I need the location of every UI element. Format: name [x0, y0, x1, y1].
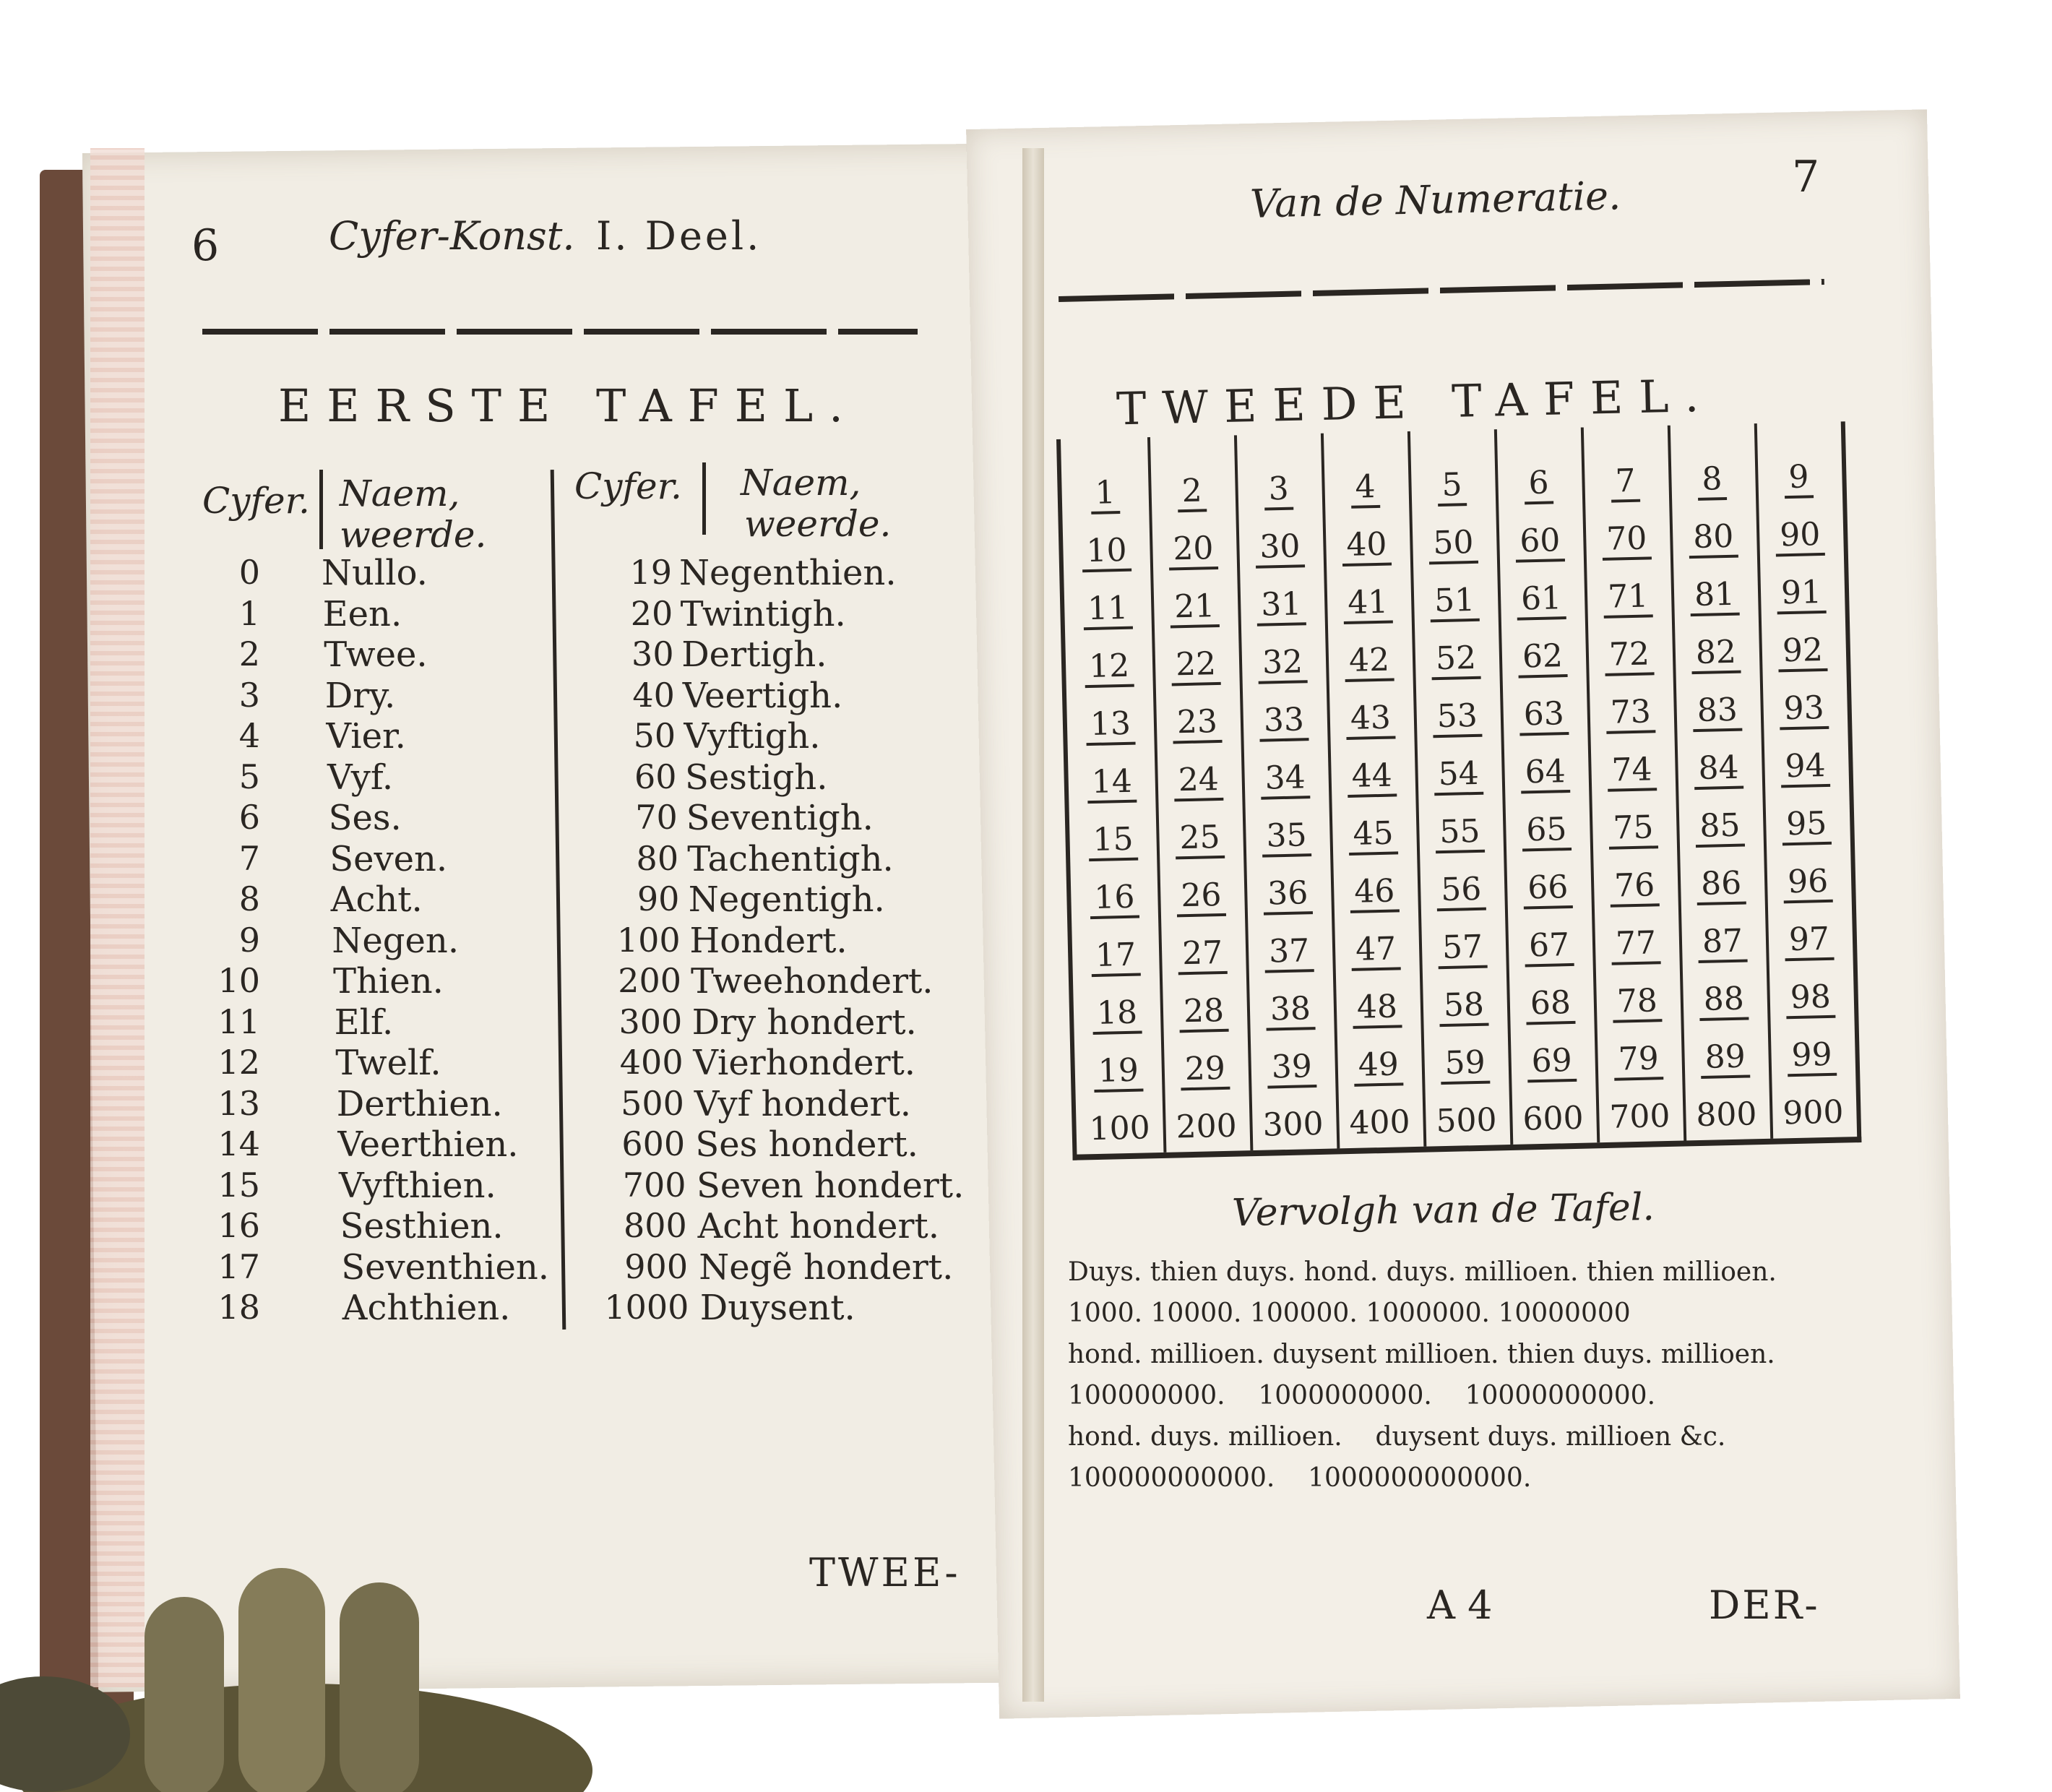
col2-header-cyfer: Cyfer. — [574, 465, 682, 507]
eerste-tafel-name: Dry. — [324, 675, 396, 716]
tweede-tafel-cell: 71 — [1585, 577, 1672, 616]
tweede-tafel-cell: 33 — [1240, 701, 1327, 740]
tweede-tafel-cell: 50 — [1410, 523, 1497, 562]
tweede-tafel-cell: 48 — [1333, 988, 1421, 1027]
eerste-tafel-name: Seven. — [329, 838, 448, 879]
tweede-tafel-cell: 78 — [1593, 982, 1681, 1021]
tweede-tafel-cell: 75 — [1590, 809, 1677, 848]
eerste-tafel-number: 16 — [217, 1206, 260, 1245]
tweede-tafel-cell: 28 — [1160, 991, 1247, 1030]
tweede-tafel-cell: 74 — [1588, 751, 1676, 790]
tweede-tafel-column — [1754, 421, 1857, 1138]
right-page-number: 7 — [1792, 152, 1820, 202]
tweede-tafel-cell: 22 — [1152, 645, 1240, 684]
eerste-tafel-number: 15 — [217, 1165, 260, 1205]
tweede-tafel-cell: 38 — [1246, 989, 1334, 1028]
continuation-line: hond. millioen. duysent millioen. thien duys. millioen. — [1068, 1340, 1775, 1369]
tweede-tafel-cell: 34 — [1241, 759, 1329, 798]
header-divider-1 — [319, 470, 323, 549]
tweede-tafel-cell: 66 — [1504, 868, 1592, 907]
eerste-tafel-number: 1000 — [604, 1288, 689, 1327]
tweede-tafel-cell: 21 — [1151, 587, 1238, 626]
eerste-tafel-name: Seven hondert. — [697, 1165, 965, 1206]
tweede-tafel-cell: 25 — [1156, 818, 1243, 857]
eerste-tafel-name: Vyftigh. — [684, 716, 821, 757]
tweede-tafel-cell: 56 — [1418, 870, 1505, 909]
left-table-title: EERSTE TAFEL. — [278, 379, 859, 432]
tweede-tafel-cell: 41 — [1324, 583, 1412, 622]
tweede-tafel-cell: 88 — [1680, 980, 1767, 1019]
tweede-tafel-cell: 7 — [1582, 462, 1669, 501]
left-part-label: I. Deel. — [596, 213, 762, 259]
tweede-tafel-cell: 82 — [1672, 633, 1759, 672]
eerste-tafel-number: 7 — [238, 838, 260, 878]
eerste-tafel-number: 20 — [630, 593, 673, 633]
eerste-tafel-name: Twelf. — [335, 1043, 441, 1083]
continuation-caption: Vervolgh van de Tafel. — [1231, 1185, 1655, 1236]
eerste-tafel-number: 18 — [217, 1288, 260, 1327]
eerste-tafel-name: Achthien. — [342, 1288, 511, 1328]
tweede-tafel-cell: 52 — [1412, 639, 1499, 678]
tweede-tafel-cell: 67 — [1505, 926, 1592, 965]
tweede-tafel-cell: 65 — [1503, 810, 1590, 849]
tweede-tafel-cell: 62 — [1499, 637, 1586, 676]
col2-header-naem: Naem, — [741, 462, 861, 504]
tweede-tafel-cell: 6 — [1495, 464, 1582, 503]
tweede-tafel-cell: 11 — [1064, 589, 1152, 628]
tweede-tafel-cell: 97 — [1765, 920, 1853, 959]
tweede-tafel-cell: 94 — [1762, 746, 1849, 785]
eerste-tafel-number: 6 — [238, 798, 260, 837]
eerste-tafel-name: Twee. — [324, 634, 428, 675]
eerste-tafel-name: Ses. — [328, 798, 402, 838]
tweede-tafel-cell: 17 — [1072, 936, 1160, 975]
tweede-tafel-cell: 800 — [1695, 1095, 1757, 1134]
tweede-tafel-cell: 77 — [1592, 924, 1679, 963]
col2-header-weerde: weerde. — [744, 503, 892, 545]
tweede-tafel-cell: 24 — [1155, 760, 1242, 799]
continuation-line: 100000000. 1000000000. 10000000000. — [1068, 1381, 1656, 1410]
col-header-naem: Naem, — [340, 473, 460, 514]
eerste-tafel-name: Negenthien. — [679, 553, 897, 593]
eerste-tafel-name: Negentigh. — [688, 879, 885, 920]
book-gutter — [1022, 148, 1044, 1702]
continuation-line: 1000. 10000. 100000. 1000000. 10000000 — [1068, 1298, 1631, 1328]
eerste-tafel-number: 14 — [217, 1124, 260, 1163]
tweede-tafel-cell: 20 — [1150, 529, 1237, 568]
tweede-tafel-cell: 92 — [1759, 631, 1846, 670]
tweede-tafel-cell: 8 — [1668, 460, 1756, 499]
eerste-tafel-number: 30 — [631, 634, 674, 673]
eerste-tafel-number: 200 — [618, 961, 681, 1000]
tweede-tafel-cell: 91 — [1758, 573, 1845, 612]
tweede-tafel-cell: 93 — [1760, 689, 1848, 728]
tweede-tafel-cell: 85 — [1676, 806, 1764, 845]
tweede-tafel-cell: 72 — [1585, 635, 1673, 674]
tweede-tafel-cell: 45 — [1329, 814, 1417, 853]
eerste-tafel-name: Seventhien. — [341, 1246, 550, 1288]
tweede-tafel-cell: 54 — [1415, 754, 1502, 793]
tweede-tafel-cell: 36 — [1244, 874, 1332, 913]
signature-mark: A 4 — [1427, 1582, 1493, 1628]
tweede-tafel-cell: 47 — [1332, 930, 1420, 969]
right-table-title: TWEEDE TAFEL. — [1116, 369, 1715, 436]
eerste-tafel-name: Tachentigh. — [687, 838, 894, 879]
header-divider-2 — [702, 462, 706, 535]
tweede-tafel-cell: 87 — [1678, 922, 1766, 961]
tweede-tafel-cell: 83 — [1673, 691, 1761, 730]
tweede-tafel-cell: 35 — [1243, 817, 1330, 856]
tweede-tafel-cell: 12 — [1066, 647, 1153, 686]
tweede-tafel-cell: 5 — [1408, 465, 1496, 504]
eerste-tafel-number: 4 — [238, 716, 260, 755]
tweede-tafel-cell: 95 — [1763, 804, 1850, 843]
continuation-line: Duys. thien duys. hond. duys. millioen. thien millioen. — [1068, 1257, 1777, 1287]
eerste-tafel-number: 19 — [629, 553, 672, 592]
eerste-tafel-name: Negẽ hondert. — [699, 1246, 954, 1288]
eerste-tafel-name: Hondert. — [689, 920, 848, 961]
tweede-tafel-cell: 43 — [1327, 699, 1414, 738]
tweede-tafel-cell: 99 — [1768, 1035, 1855, 1074]
tweede-tafel-cell: 13 — [1066, 705, 1154, 744]
eerste-tafel-number: 11 — [217, 1001, 260, 1041]
eerste-tafel-number: 3 — [238, 675, 260, 715]
tweede-tafel-cell: 84 — [1675, 749, 1762, 788]
eerste-tafel-number: 60 — [634, 757, 677, 796]
tweede-tafel-cell: 73 — [1587, 693, 1674, 732]
eerste-tafel-name: Vierhondert. — [693, 1043, 916, 1083]
eerste-tafel-name: Nullo. — [322, 553, 428, 593]
eerste-tafel-name: Tweehondert. — [691, 961, 934, 1001]
right-running-head: Van de Numeratie. — [1249, 173, 1621, 227]
left-catchword: TWEE- — [809, 1550, 961, 1595]
eerste-tafel-name: Veerthien. — [337, 1124, 519, 1165]
eerste-tafel-number: 10 — [217, 961, 260, 1000]
tweede-tafel-grid — [1056, 421, 1861, 1160]
tweede-tafel-cell: 2 — [1148, 471, 1236, 510]
eerste-tafel-name: Dertigh. — [681, 634, 827, 675]
tweede-tafel-cell: 40 — [1323, 525, 1410, 564]
eerste-tafel-number: 900 — [624, 1246, 689, 1286]
tweede-tafel-cell: 10 — [1063, 531, 1150, 570]
eerste-tafel-number: 400 — [619, 1043, 684, 1082]
tweede-tafel-cell: 79 — [1595, 1040, 1682, 1079]
continuation-line: 100000000000. 1000000000000. — [1068, 1463, 1532, 1493]
tweede-tafel-cell: 32 — [1239, 643, 1327, 682]
eerste-tafel-number: 500 — [621, 1083, 684, 1123]
tweede-tafel-cell: 53 — [1413, 697, 1501, 736]
tweede-tafel-cell: 4 — [1322, 468, 1409, 507]
eerste-tafel-name: Een. — [322, 593, 402, 634]
tweede-tafel-cell: 26 — [1158, 876, 1245, 915]
eerste-tafel-name: Vyf. — [327, 757, 394, 798]
eerste-tafel-number: 600 — [621, 1124, 686, 1163]
tweede-tafel-cell: 96 — [1764, 862, 1852, 901]
tweede-tafel-cell: 30 — [1236, 527, 1324, 567]
eerste-tafel-name: Thien. — [333, 961, 444, 1001]
tweede-tafel-cell: 27 — [1159, 934, 1246, 973]
tweede-tafel-cell: 55 — [1416, 812, 1504, 851]
eerste-tafel-number: 70 — [635, 798, 678, 837]
tweede-tafel-cell: 81 — [1671, 575, 1759, 614]
eerste-tafel-number: 100 — [616, 920, 681, 960]
tweede-tafel-cell: 31 — [1238, 585, 1325, 624]
tweede-tafel-cell: 300 — [1262, 1105, 1324, 1144]
tweede-tafel-cell: 200 — [1176, 1107, 1238, 1146]
eerste-tafel-name: Veertigh. — [682, 675, 843, 716]
eerste-tafel-name: Sestigh. — [685, 757, 828, 798]
eerste-tafel-number: 2 — [238, 634, 260, 673]
tweede-tafel-cell: 76 — [1591, 866, 1678, 905]
tweede-tafel-cell: 58 — [1420, 986, 1507, 1025]
eerste-tafel-name: Derthien. — [336, 1083, 503, 1124]
eerste-tafel-number: 0 — [238, 553, 260, 592]
eerste-tafel-number: 40 — [632, 675, 675, 715]
eerste-tafel-name: Acht. — [330, 879, 423, 920]
tweede-tafel-cell: 400 — [1349, 1103, 1411, 1142]
eerste-tafel-name: Duysent. — [699, 1288, 855, 1328]
tweede-tafel-cell: 61 — [1498, 579, 1585, 618]
tweede-tafel-cell: 15 — [1069, 820, 1157, 859]
tweede-tafel-cell: 9 — [1755, 457, 1842, 496]
tweede-tafel-cell: 59 — [1421, 1043, 1509, 1082]
eerste-tafel-number: 50 — [633, 716, 676, 755]
eerste-tafel-name: Dry hondert. — [691, 1001, 917, 1043]
tweede-tafel-cell: 3 — [1235, 470, 1322, 509]
eerste-tafel-number: 1 — [238, 593, 260, 633]
tweede-tafel-cell: 1 — [1061, 473, 1149, 512]
tweede-tafel-cell: 700 — [1608, 1097, 1671, 1136]
tweede-tafel-cell: 29 — [1161, 1049, 1249, 1088]
eerste-tafel-number: 13 — [217, 1083, 260, 1123]
tweede-tafel-cell: 57 — [1419, 928, 1506, 967]
right-catchword: DER- — [1709, 1582, 1820, 1628]
eerste-tafel-number: 700 — [622, 1165, 686, 1205]
eerste-tafel-name: Elf. — [334, 1001, 394, 1043]
tweede-tafel-cell: 44 — [1328, 757, 1415, 796]
eerste-tafel-number: 17 — [217, 1246, 260, 1286]
tweede-tafel-cell: 18 — [1073, 994, 1160, 1033]
eerste-tafel-name: Seventigh. — [686, 798, 874, 838]
continuation-line: hond. duys. millioen. duysent duys. millioen &c. — [1068, 1422, 1726, 1452]
tweede-tafel-cell: 42 — [1325, 641, 1413, 680]
eerste-tafel-name: Vyfthien. — [339, 1165, 496, 1206]
left-running-head: Cyfer-Konst. — [329, 213, 575, 259]
left-header-rule — [202, 329, 918, 335]
eerste-tafel-name: Vyf hondert. — [694, 1083, 912, 1124]
eerste-tafel-name: Sesthien. — [340, 1206, 504, 1246]
tweede-tafel-cell: 60 — [1496, 521, 1584, 560]
eerste-tafel-name: Twintigh. — [680, 593, 846, 634]
col-header-cyfer: Cyfer. — [202, 480, 310, 522]
eerste-tafel-number: 5 — [238, 757, 260, 796]
tweede-tafel-cell: 70 — [1583, 520, 1671, 559]
tweede-tafel-cell: 86 — [1678, 864, 1765, 903]
eerste-tafel-number: 300 — [618, 1001, 683, 1041]
eerste-tafel-number: 90 — [637, 879, 680, 918]
tweede-tafel-cell: 63 — [1500, 694, 1587, 733]
eerste-tafel-name: Acht hondert. — [697, 1206, 939, 1246]
tweede-tafel-cell: 19 — [1074, 1051, 1162, 1090]
tweede-tafel-cell: 89 — [1681, 1038, 1769, 1077]
tweede-tafel-cell: 68 — [1506, 983, 1594, 1022]
eerste-tafel-number: 800 — [623, 1206, 687, 1245]
eerste-tafel-number: 8 — [238, 879, 260, 918]
tweede-tafel-cell: 16 — [1071, 878, 1158, 917]
eerste-tafel-name: Vier. — [326, 716, 406, 757]
tweede-tafel-cell: 98 — [1767, 978, 1854, 1017]
tweede-tafel-cell: 80 — [1670, 517, 1757, 556]
tweede-tafel-cell: 49 — [1335, 1046, 1422, 1085]
left-page-number: 6 — [191, 220, 220, 271]
metal-clasp — [0, 1554, 592, 1792]
tweede-tafel-cell: 46 — [1331, 872, 1418, 911]
tweede-tafel-cell: 64 — [1501, 752, 1589, 791]
tweede-tafel-cell: 51 — [1411, 581, 1499, 620]
tweede-tafel-cell: 14 — [1068, 762, 1155, 801]
eerste-tafel-number: 80 — [636, 838, 679, 878]
tweede-tafel-cell: 100 — [1089, 1109, 1151, 1148]
tweede-tafel-cell: 90 — [1756, 515, 1844, 554]
tweede-tafel-cell: 69 — [1508, 1041, 1595, 1080]
tweede-tafel-cell: 900 — [1782, 1093, 1844, 1132]
tweede-tafel-cell: 23 — [1153, 702, 1241, 741]
page-edge — [90, 148, 145, 1687]
eerste-tafel-number: 12 — [217, 1043, 260, 1082]
tweede-tafel-cell: 600 — [1522, 1099, 1585, 1138]
eerste-tafel-name: Negen. — [332, 920, 460, 961]
col-header-weerde: weerde. — [340, 514, 487, 556]
tweede-tafel-cell: 39 — [1248, 1047, 1335, 1086]
eerste-tafel-name: Ses hondert. — [695, 1124, 918, 1165]
eerste-tafel-number: 9 — [238, 920, 260, 960]
tweede-tafel-cell: 500 — [1435, 1101, 1498, 1140]
tweede-tafel-cell: 37 — [1246, 932, 1333, 971]
